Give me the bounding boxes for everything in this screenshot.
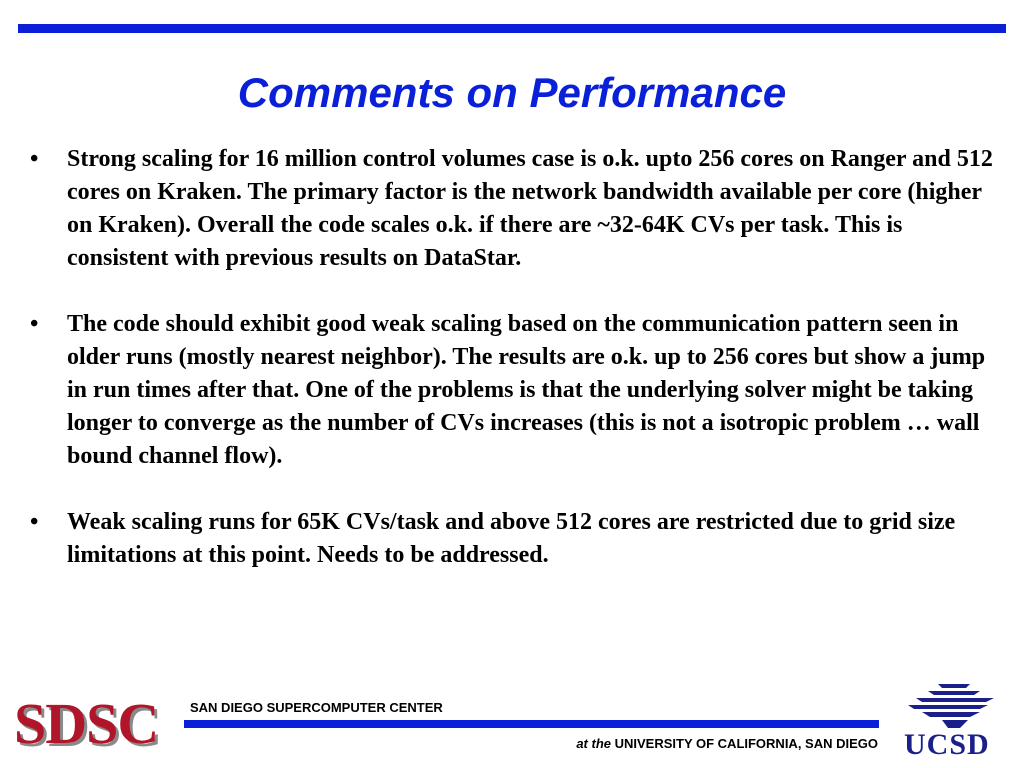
university-name: UNIVERSITY OF CALIFORNIA, SAN DIEGO	[614, 736, 878, 751]
sdsc-center-name: SAN DIEGO SUPERCOMPUTER CENTER	[190, 700, 443, 715]
bullet-item	[30, 143, 1005, 275]
top-rule	[18, 24, 1006, 33]
slide-title: Comments on Performance	[237, 69, 787, 116]
footer-rule	[184, 720, 879, 728]
sdsc-logo: SDSC	[14, 691, 159, 756]
bullet-text: Weak scaling runs for 65K CVs/task and above 512 cores are restricted due to grid size limitations at this point. Needs to be addressed.	[67, 509, 956, 568]
bullet-item	[30, 308, 1005, 473]
bullet-text: The code should exhibit good weak scaling based on the communication pattern seen in older runs (mostly nearest neighbor). The results are o.k. up to 256 cores but show a jump in run times after that. One of the problems is that the underlying solver might be taking longer to converge as the number of CVs increases (this is not a isotropic problem … wall bound channel flow).	[67, 311, 986, 469]
university-line	[576, 736, 878, 751]
ucsd-logo: UCSD	[904, 728, 990, 761]
bullet-glyph: •	[30, 509, 39, 535]
bullet-glyph: •	[30, 146, 39, 172]
bullet-item	[30, 506, 1005, 572]
at-the-label: at the	[576, 736, 611, 751]
bullet-glyph: •	[30, 311, 39, 337]
bullet-list	[30, 143, 1005, 605]
bullet-text: Strong scaling for 16 million control volumes case is o.k. upto 256 cores on Ranger and 512 cores on Kraken. The primary factor is the network bandwidth available per core (higher on Kraken). Overall the code scales o.k. if there are ~32-64K CVs per task. This is consistent with previous results on DataStar.	[67, 146, 993, 271]
ucsd-emblem-icon	[908, 682, 994, 730]
